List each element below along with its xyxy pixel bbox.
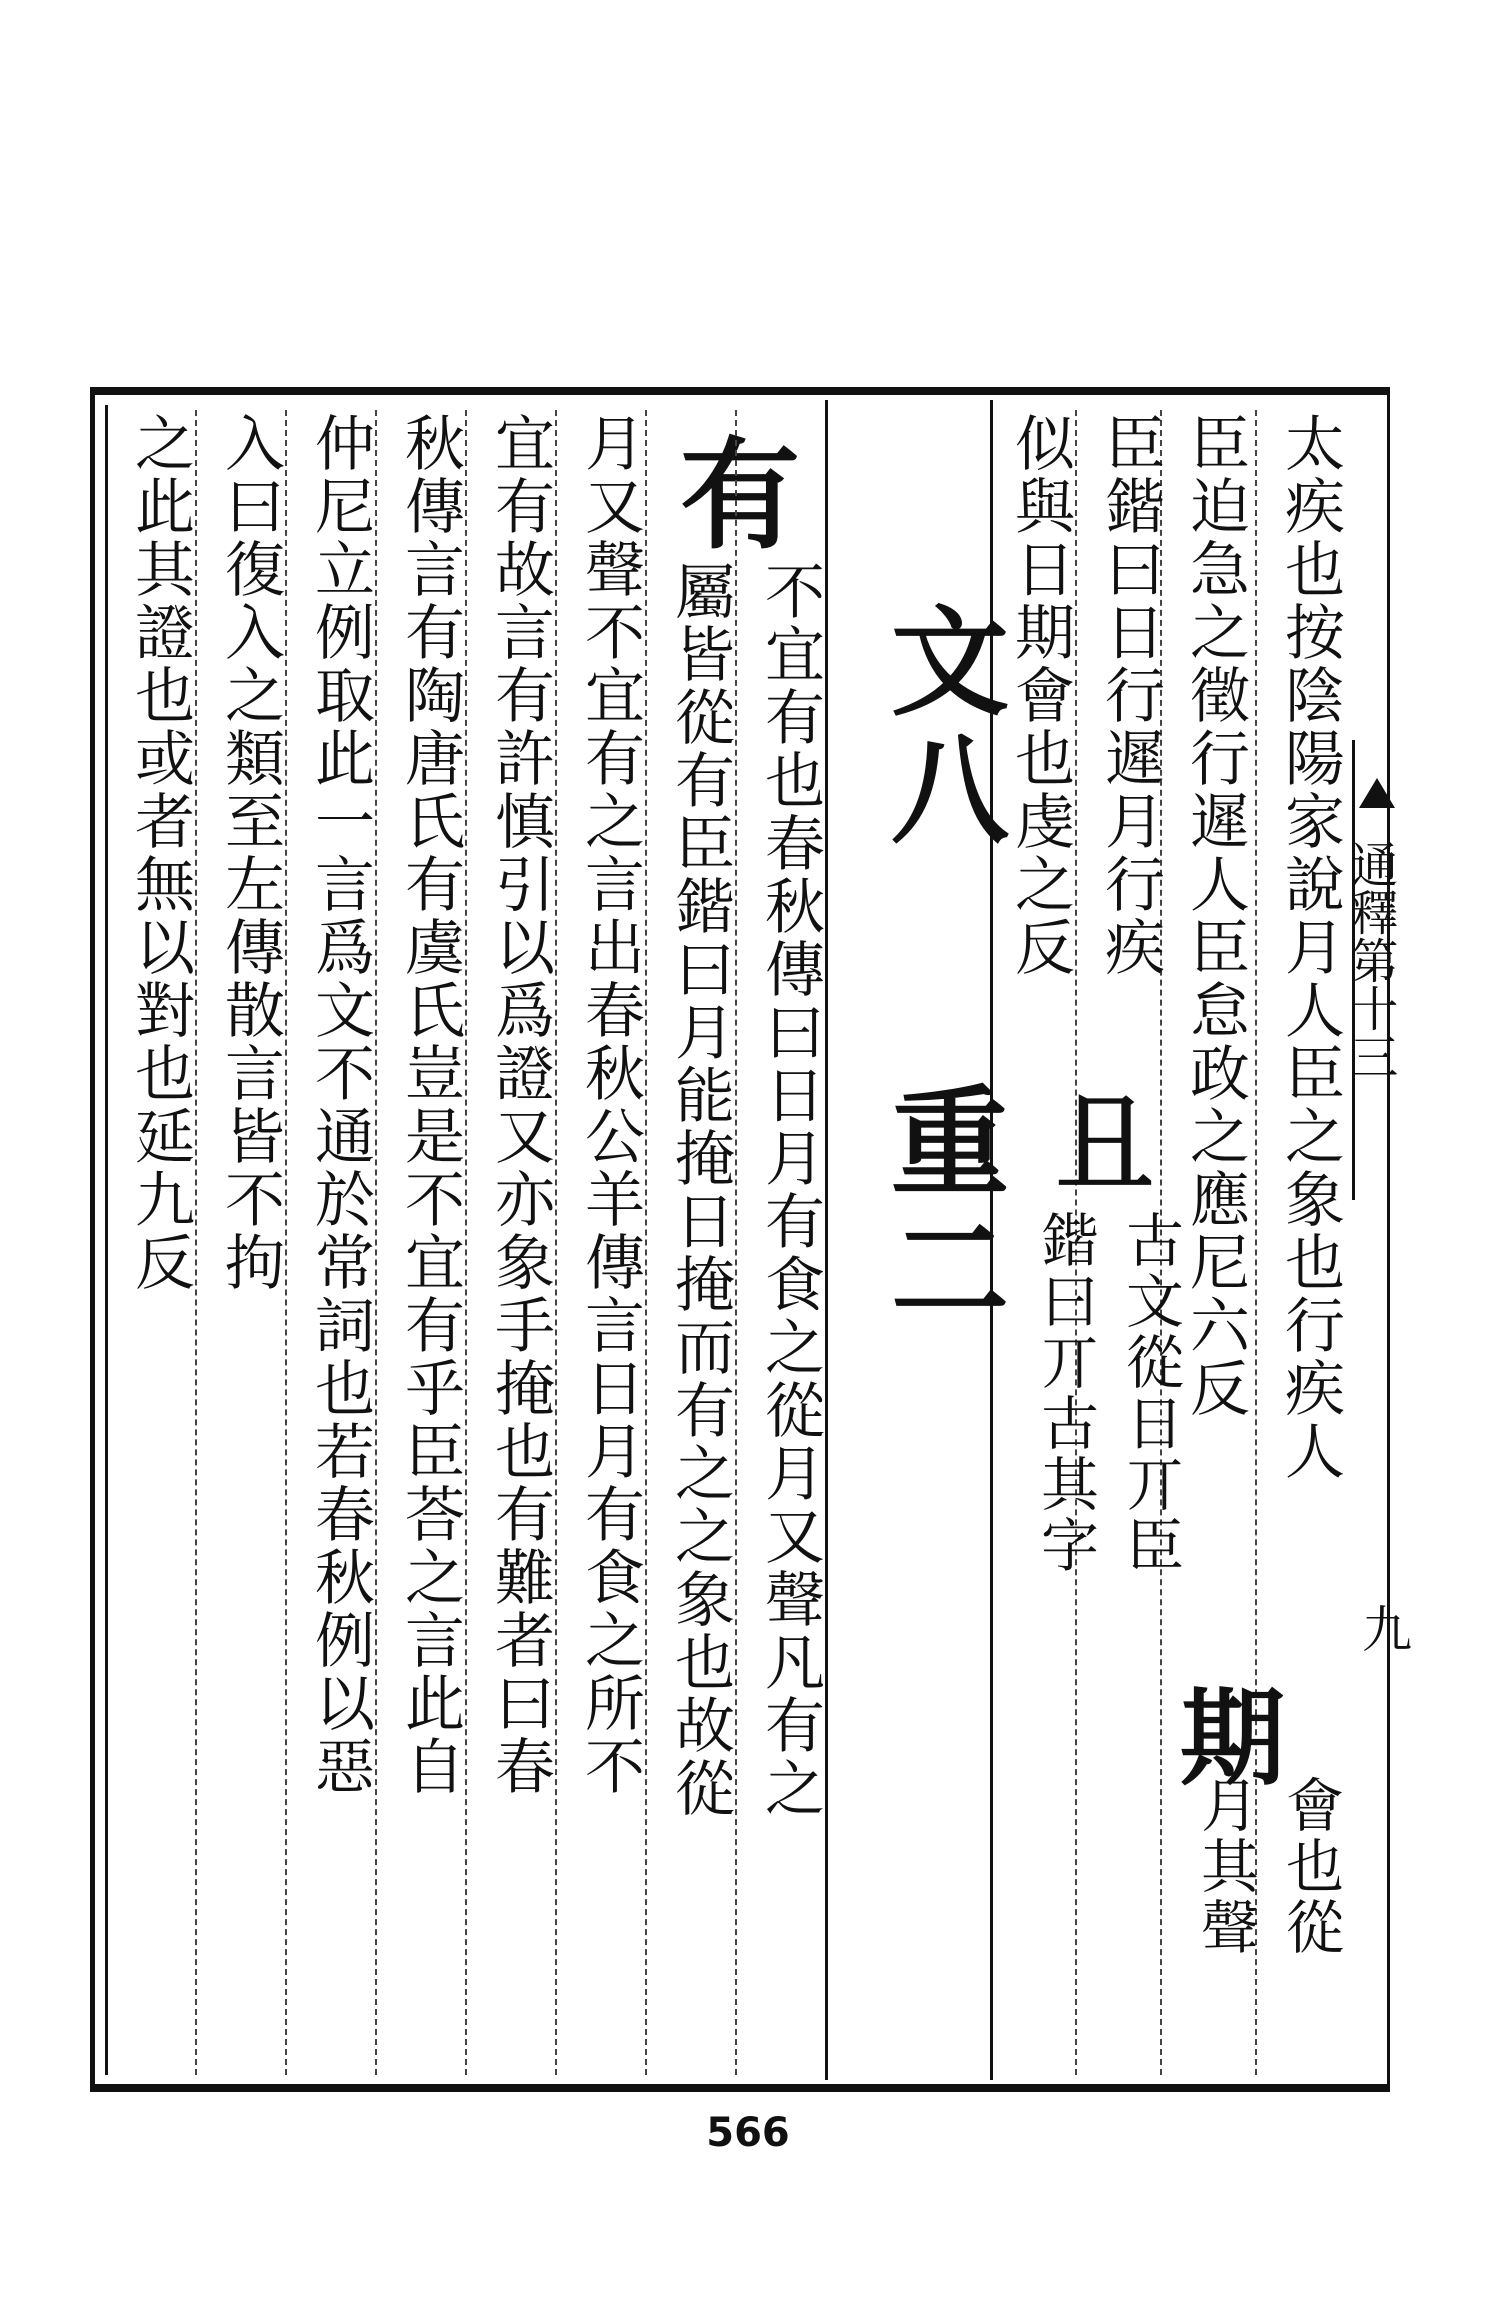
- text-column-3: 臣鍇曰日行遲月行疾: [1095, 412, 1165, 979]
- text-column-1: 太疾也按陰陽家說月人臣之象也行疾人: [1275, 412, 1345, 1483]
- text-column-qi-gloss-a: 會也從: [1276, 1775, 1344, 1958]
- text-column-qi-gloss-b: 月其聲: [1191, 1775, 1259, 1958]
- text-column-7: 月又聲不宜有之言出春秋公羊傳言日月有食之所不: [575, 412, 645, 1798]
- section-count-heading: 文八: [871, 600, 1010, 856]
- inner-rule: [105, 405, 108, 2075]
- text-column-6: 屬皆從有臣鍇曰月能掩日掩而有之之象也故從: [665, 560, 735, 1820]
- fish-tail-mark: [1359, 778, 1395, 808]
- page-number: 566: [706, 2110, 790, 2156]
- text-column-11: 入曰復入之類至左傳散言皆不拘: [215, 412, 285, 1294]
- text-column-2: 臣迫急之徵行遲人臣怠政之應尼六反: [1180, 412, 1250, 1420]
- text-column-5: 不宜有也春秋傳曰日月有食之從月又聲凡有之: [755, 560, 825, 1820]
- text-column-10: 仲尼立例取此一言爲文不通於常詞也若春秋例以惡: [305, 412, 375, 1798]
- text-column-8: 宜有故言有許慎引以爲證又亦象手掩也有難者曰春: [485, 412, 555, 1798]
- gutter-title: 通釋第十三: [1342, 840, 1398, 1080]
- text-column-12: 之此其證也或者無以對也延九反: [125, 412, 195, 1294]
- seal-glyph-you: 有: [680, 425, 800, 566]
- text-column-9: 秋傳言有陶唐氏有虞氏豈是不宜有乎臣荅之言此自: [395, 412, 465, 1798]
- section-duplicates-heading: 重二: [871, 1080, 1010, 1336]
- ancient-form-glyph: 𠀇: [1055, 1086, 1155, 1204]
- text-column-4: 似與日期會也虔之反: [1005, 412, 1075, 979]
- text-column-ancient-gloss-a: 古文從日丌臣: [1116, 1210, 1184, 1576]
- text-column-ancient-gloss-b: 鍇曰丌古其字: [1031, 1210, 1099, 1576]
- fold-number: 九: [1362, 1601, 1412, 1659]
- seal-glyph-qi: 期: [1180, 1676, 1286, 1800]
